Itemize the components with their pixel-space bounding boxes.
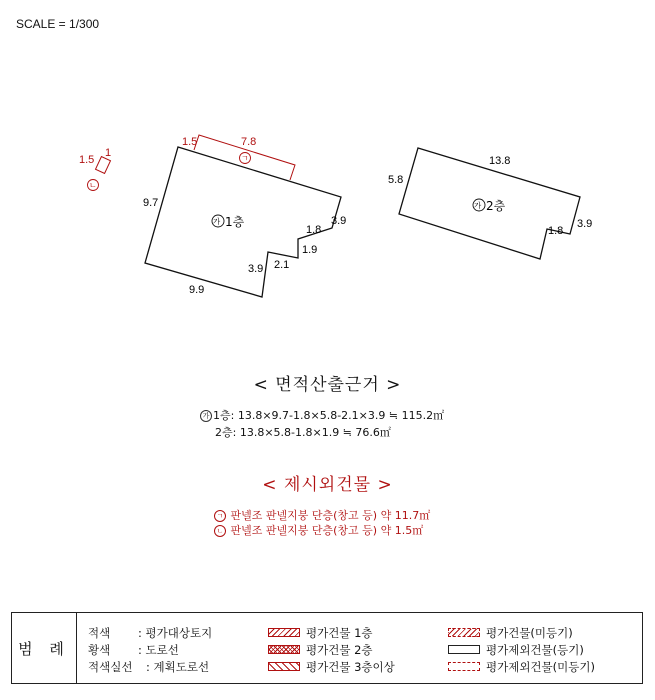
legend-row-1-label: 적색 [88,626,111,640]
legend-col2-3: 평가건물 3층이상 [306,660,395,674]
legend-title: 범 례 [12,613,77,683]
swatch-floor1 [268,628,300,637]
excluded-item-2: ㄴ 판넬조 판넬지붕 단층(창고 등) 약 1.5㎡ [214,522,423,538]
dim-f1-right-a: 1.8 [306,224,322,236]
swatch-floor2 [268,645,300,654]
dim-f1-right-b: 3.9 [331,215,347,227]
dim-f1-notch-a: 2.1 [274,259,290,271]
dim-f2-top: 13.8 [489,155,511,167]
dim-f1-right-c: 1.9 [302,244,318,256]
area-calc-line-2: 2층: 13.8×5.8-1.8×1.9 ≒ 76.6㎡ [215,426,391,439]
floor1-label: 1층 [225,215,245,229]
dim-f1-notch-b: 3.9 [248,263,264,275]
area-calc-line-1: 가 1층: 13.8×9.7-1.8×5.8-2.1×3.9 ≒ 115.2㎡ [200,407,444,423]
legend-row-1-value: : 평가대상토지 [138,626,213,640]
floor2-label-mark: 가 [474,201,482,210]
legend-row-3-value: : 계획도로선 [146,660,210,674]
item-mark-icon: ㄱ [214,510,226,522]
dim-f1-top-red: 7.8 [241,136,257,148]
dim-f2-right: 3.9 [577,218,593,230]
shed-b-outline [96,157,111,174]
legend-row-2-label: 황색 [88,643,111,657]
swatch-excluded-unregistered [448,662,480,671]
scale-label: SCALE = 1/300 [16,17,100,31]
excluded-item-1: ㄱ 판넬조 판넬지붕 단층(창고 등) 약 11.7㎡ [214,507,430,523]
shed-b-mark: ㄴ [89,181,97,190]
swatch-floor3 [268,662,300,671]
legend-col2-2: 평가건물 2층 [306,643,373,657]
dim-f2-notch: 1.8 [548,225,564,237]
legend-col3-3: 평가제외건물(미등기) [486,660,595,674]
legend-row-2-value: : 도로선 [138,643,179,657]
floor-mark-icon: 가 [200,410,212,422]
item-mark-icon: ㄴ [214,525,226,537]
dim-f1-top-small: 1.5 [182,136,198,148]
floor2-label: 2층 [486,199,506,213]
area-calc-title: < 면적산출근거 > [253,375,402,395]
area-calc-section [0,370,655,395]
dim-f1-bottom: 9.9 [189,284,205,296]
excluded-title: < 제시외건물 > [262,475,393,495]
legend-col3-1: 평가건물(미등기) [486,626,573,640]
dim-f2-left: 5.8 [388,174,404,186]
legend-box [11,612,643,684]
swatch-unregistered [448,628,480,637]
legend-col3-2: 평가제외건물(등기) [486,643,584,657]
dim-f1-left: 9.7 [143,197,159,209]
swatch-excluded-registered [448,645,480,654]
dim-shed-b-a: 1.5 [79,154,95,166]
legend-col2-1: 평가건물 1층 [306,626,373,640]
floor1-label-mark: 가 [213,217,221,226]
legend-row-3-label: 적색실선 [88,660,133,674]
shed-a-mark: ㄱ [241,154,249,163]
dim-shed-b-b: 1 [105,147,112,159]
